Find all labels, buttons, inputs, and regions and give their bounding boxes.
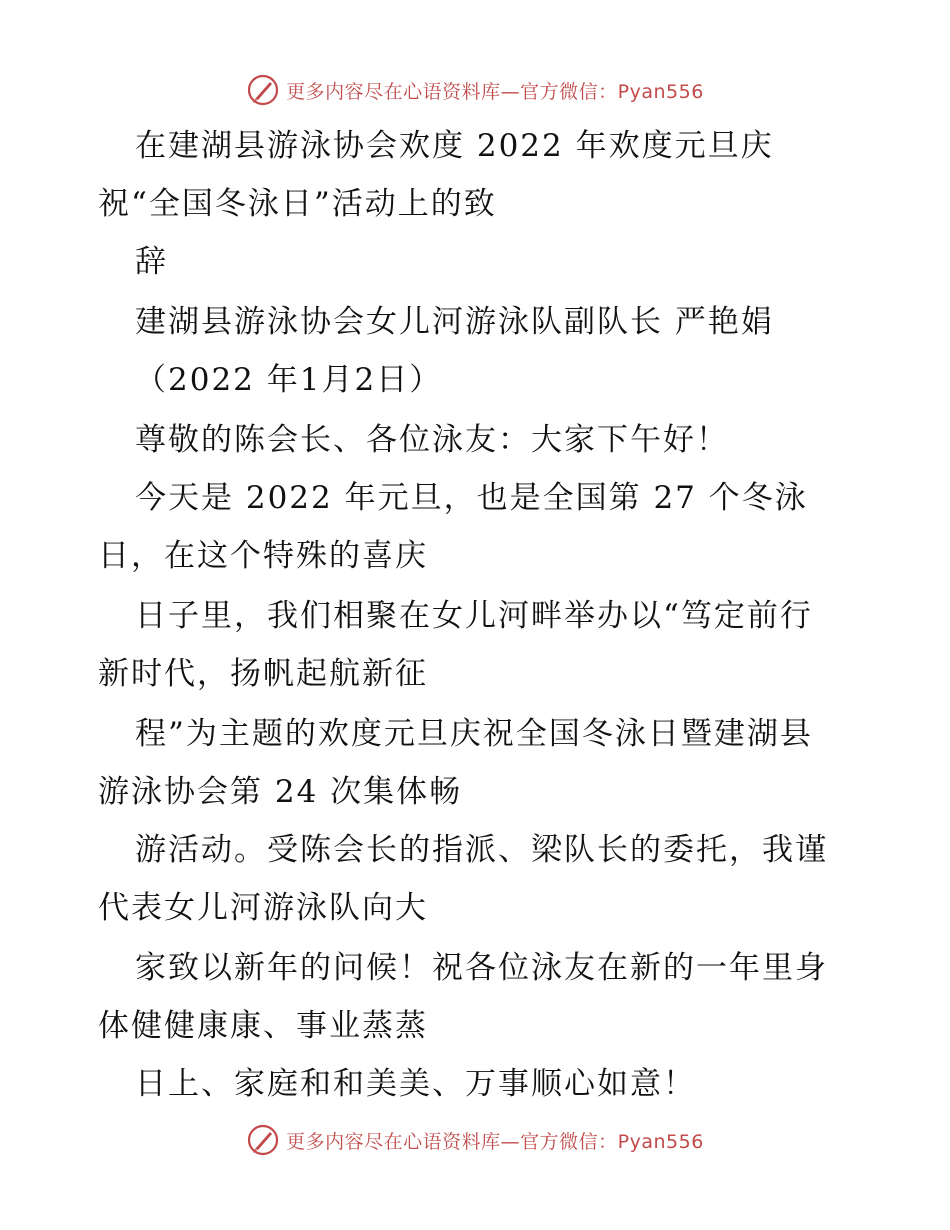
author-line: 建湖县游泳协会女儿河游泳队副队长 严艳娟: [135, 304, 774, 340]
title-line-1: 在建湖县游泳协会欢度 2022 年欢度元旦庆: [135, 128, 774, 164]
quill-logo-icon: [246, 1123, 280, 1157]
body-line: 新时代，扬帆起航新征: [98, 656, 428, 692]
body-line: 日，在这个特殊的喜庆: [98, 538, 428, 574]
body-line: 家致以新年的问候！祝各位泳友在新的一年里身: [135, 950, 828, 986]
body-line: 日子里，我们相聚在女儿河畔举办以“笃定前行: [135, 598, 813, 634]
watermark-text: 更多内容尽在心语资料库—官方微信：Pyan556: [286, 1130, 704, 1153]
body-line: 今天是 2022 年元旦，也是全国第 27 个冬泳: [135, 480, 808, 516]
title-line-3: 辞: [135, 244, 168, 280]
body-line: 游泳协会第 24 次集体畅: [98, 774, 463, 810]
footer-watermark: [0, 1120, 950, 1160]
header-watermark: [0, 70, 950, 110]
body-line: 体健健康康、事业蒸蒸: [98, 1008, 428, 1044]
salutation-line: 尊敬的陈会长、各位泳友：大家下午好！: [135, 422, 729, 458]
title-line-2: 祝“全国冬泳日”活动上的致: [98, 186, 497, 222]
body-line: 程”为主题的欢度元旦庆祝全国冬泳日暨建湖县: [135, 716, 813, 752]
date-line: （2022 年1月2日）: [135, 362, 443, 398]
body-line: 游活动。受陈会长的指派、梁队长的委托，我谨: [135, 832, 828, 868]
body-line: 代表女儿河游泳队向大: [98, 890, 428, 926]
body-line: 日上、家庭和和美美、万事顺心如意！: [135, 1066, 696, 1102]
quill-logo-icon: [246, 73, 280, 107]
watermark-text: 更多内容尽在心语资料库—官方微信：Pyan556: [286, 80, 704, 103]
